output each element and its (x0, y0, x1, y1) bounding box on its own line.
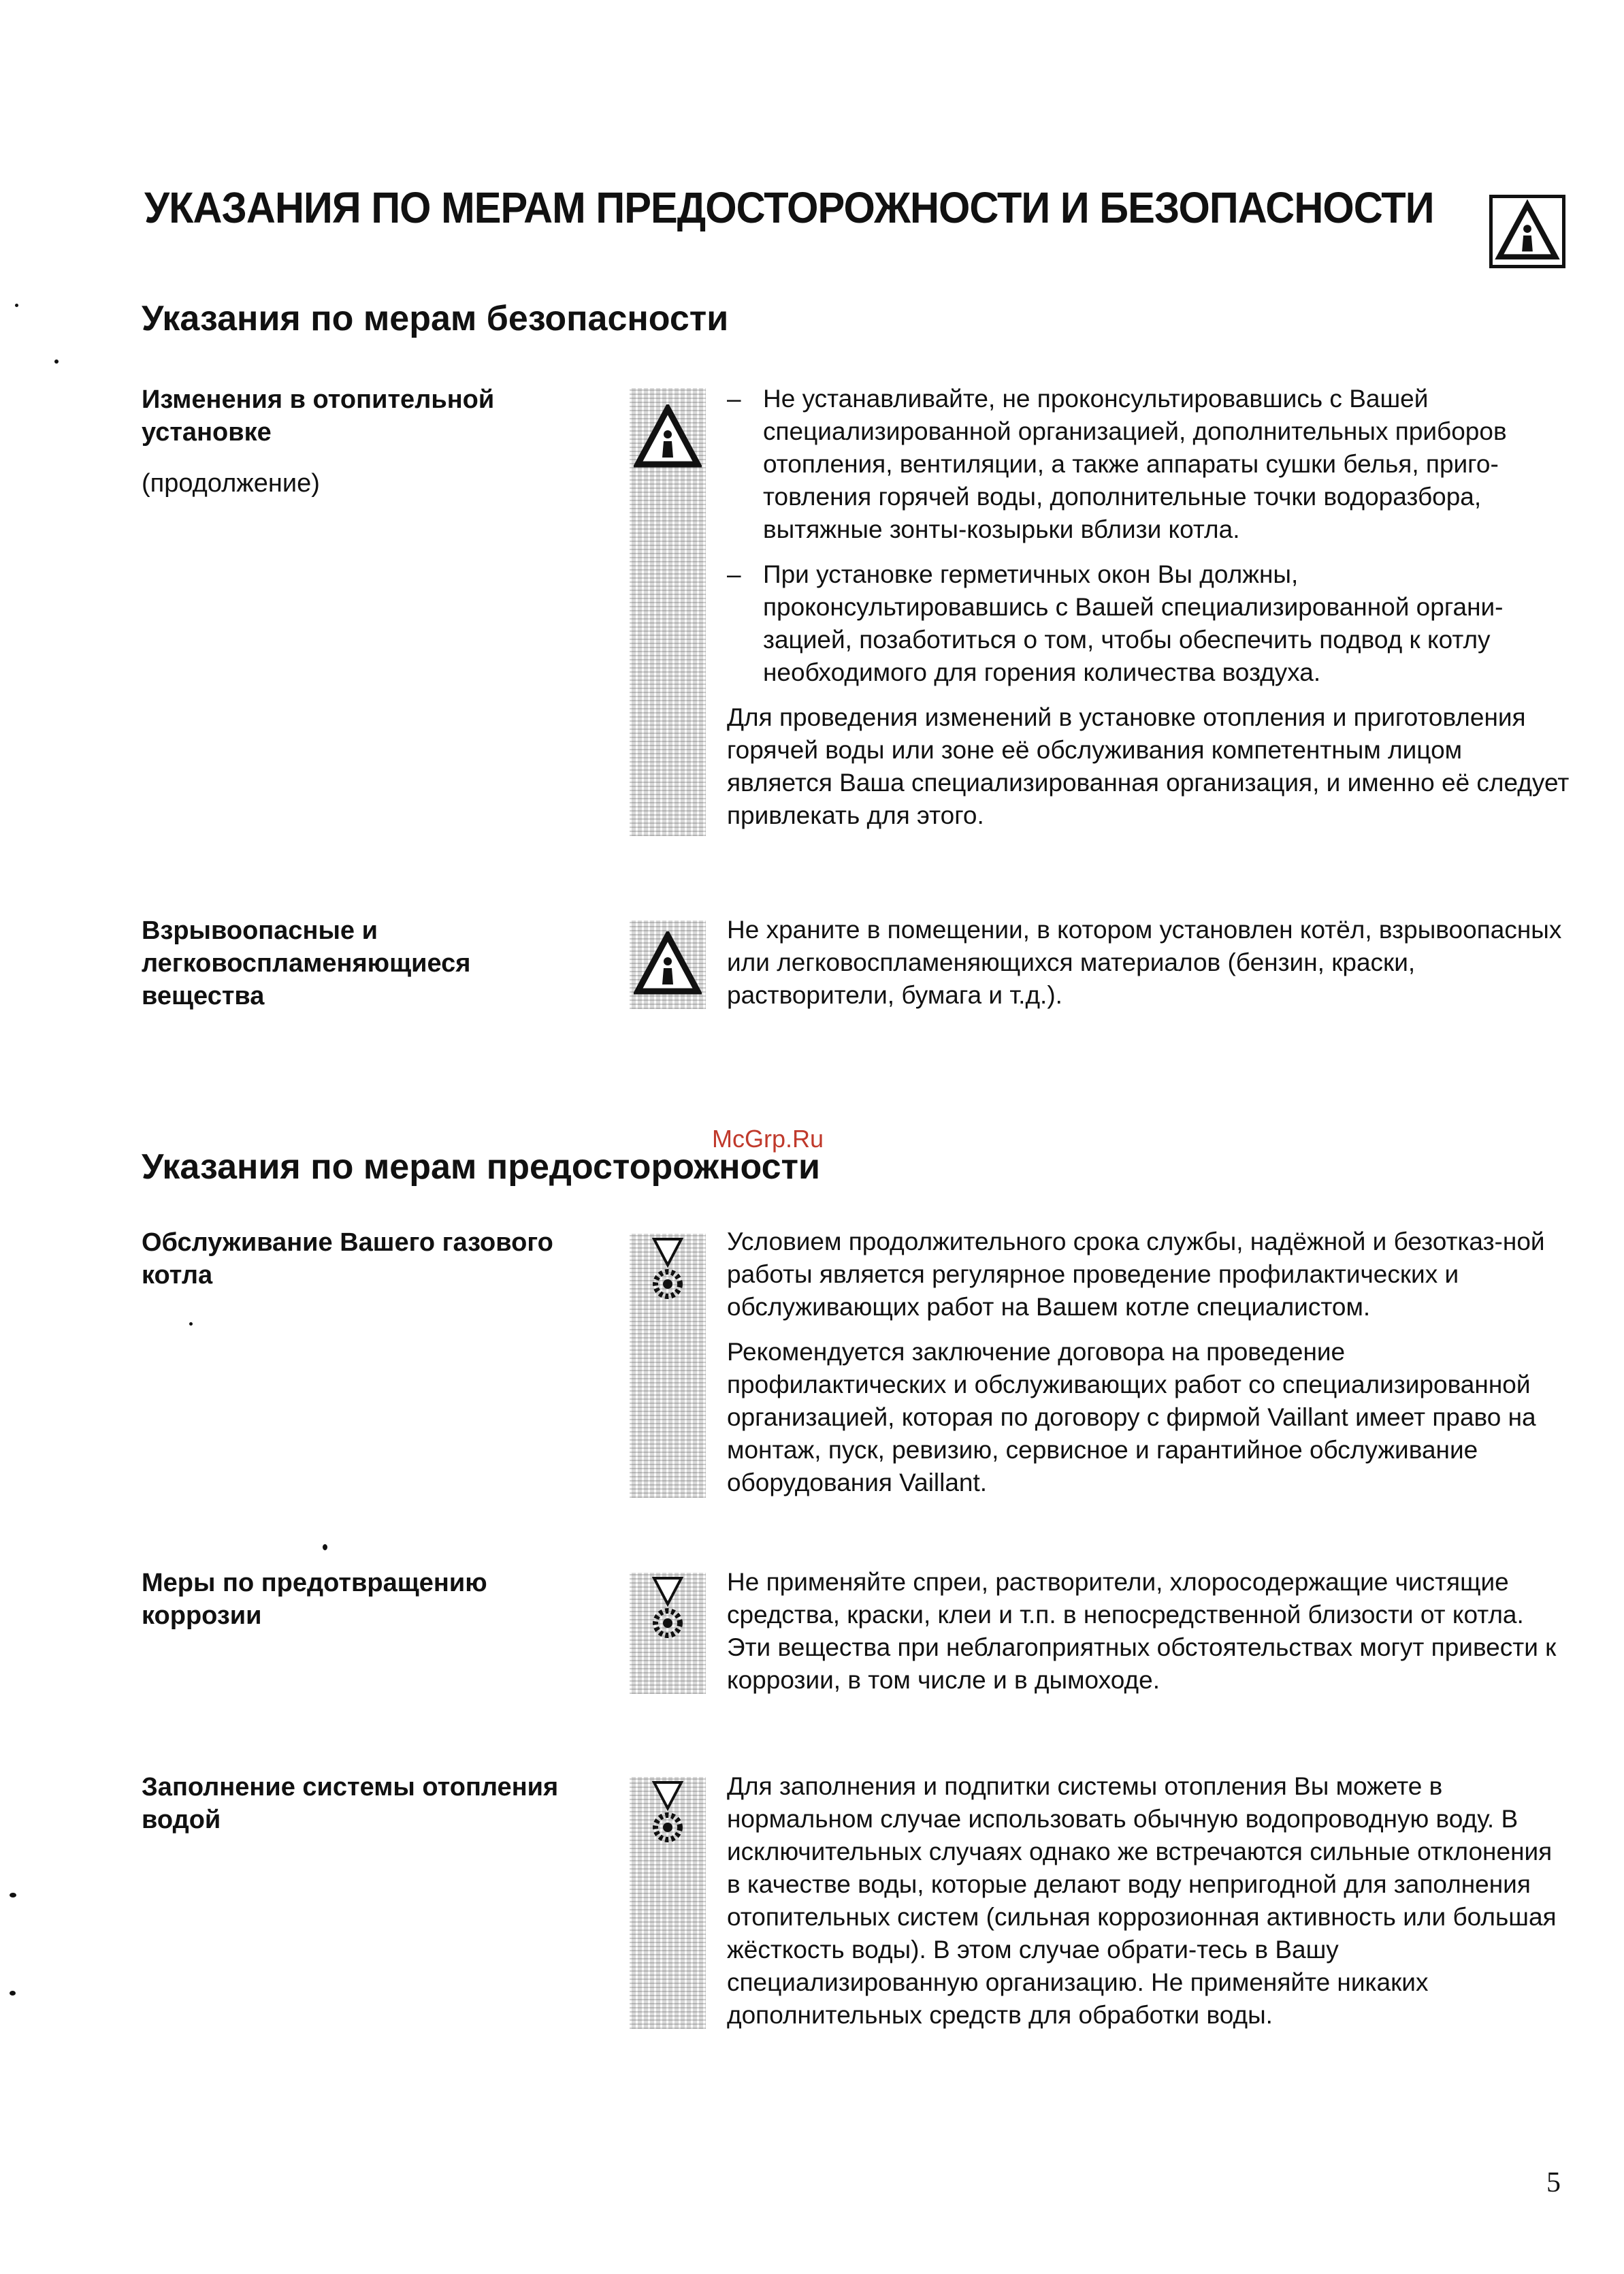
safety-heading: Указания по мерам безопасности (142, 299, 729, 338)
scan-speck (54, 359, 59, 364)
page-title: УКАЗАНИЯ ПО МЕРАМ ПРЕДОСТОРОЖНОСТИ И БЕЗОПАСНОСТИ (144, 183, 1434, 232)
paragraph: Условием продолжительного срока службы, надёжной и безотказ-ной работы является регулярное проведение профилактических и обслуживающих работ на Вашем котле специалистом. (727, 1228, 1545, 1321)
block-label-boiler-service: Обслуживание Вашего газового котла (142, 1228, 553, 1290)
block-margin-hatch (630, 1573, 706, 1694)
block-margin-hatch (630, 1777, 706, 2029)
block-label-water-filling: Заполнение системы отопления водой (142, 1773, 559, 1834)
paragraph: Не применяйте спреи, растворители, хлоросодержащие чистящие средства, краски, клеи и т.п. в непосредственной близости от котла. Эти вещества при неблагоприятных обстоятельствах могут привести к коррозии, в том числе и в дымоходе. (727, 1568, 1557, 1694)
block-label-flammables: Взрывоопасные и легковоспламеняющиеся вещества (142, 916, 471, 1010)
block-note-continued: (продолжение) (142, 469, 320, 498)
block-body-boiler-service (727, 1226, 1571, 1511)
paragraph: Для заполнения и подпитки системы отопления Вы можете в нормальном случае использовать обычную водопроводную воду. В исключительных случаях однако же встречаются сильные отклонения в качестве воды, которые делают воду непригодной для заполнения отопительных систем (сильная коррозионная активность или большая жёсткость воды). В этом случае обрати-тесь в Вашу специализированную организацию. Не применяйте никаких дополнительных средств для обработки воды. (727, 1772, 1557, 2029)
list-item: – Не устанавливайте, не проконсультировавшись с Вашей специализированной организацией, дополнительных приборов отопления, вентиляции, а также аппараты сушки белья, приго-товления горячей воды, дополнительные точки водоразбора, вытяжные зонты-козырьки вблизи котла. (727, 385, 1507, 543)
caution-gear-icon (634, 1780, 702, 1845)
scan-speck (15, 304, 18, 307)
warning-icon (1489, 195, 1565, 268)
caution-gear-icon (634, 1236, 702, 1302)
block-label-corrosion: Меры по предотвращению коррозии (142, 1569, 487, 1630)
scan-speck (323, 1544, 327, 1550)
warning-triangle-icon (634, 404, 702, 470)
warning-triangle-icon (634, 931, 702, 997)
scan-speck (189, 1322, 193, 1326)
caution-heading: Указания по мерам предосторожности (142, 1147, 820, 1187)
paragraph: Для проведения изменений в установке отопления и приготовления горячей воды или зоне её обслуживания компетентным лицом является Ваша специализированная организация, и именно её следует привлекать для этого. (727, 703, 1570, 829)
block-margin-hatch (630, 920, 706, 1009)
block-label-heating-changes: Изменения в отопительной установке (142, 385, 495, 447)
paragraph: Не храните в помещении, в котором установлен котёл, взрывоопасных или легковоспламеняющихся материалов (бензин, краски, растворители, бумага и т.д.). (727, 916, 1562, 1009)
page-number: 5 (1546, 2167, 1561, 2198)
block-body-corrosion (727, 1566, 1571, 1709)
caution-gear-icon (634, 1575, 702, 1641)
block-margin-hatch (630, 388, 706, 836)
paragraph: Рекомендуется заключение договора на проведение профилактических и обслуживающих работ со специализированной организацией, которая по договору с фирмой Vaillant имеет право на монтаж, пуск, ревизию, сервисное и гарантийное обслуживание оборудования Vaillant. (727, 1338, 1536, 1496)
watermark: McGrp.Ru (712, 1125, 824, 1153)
block-body-heating-changes (727, 383, 1571, 844)
block-body-water-filling (727, 1770, 1571, 2044)
block-margin-hatch (630, 1234, 706, 1498)
scan-speck (10, 1991, 16, 1996)
scan-speck (10, 1893, 16, 1897)
list-item: – При установке герметичных окон Вы должны, проконсультировавшись с Вашей специализированной органи-зацией, позаботиться о том, чтобы обеспечить подвод к котлу необходимого для горения количества воздуха. (727, 560, 1504, 686)
block-body-flammables (727, 914, 1571, 1024)
